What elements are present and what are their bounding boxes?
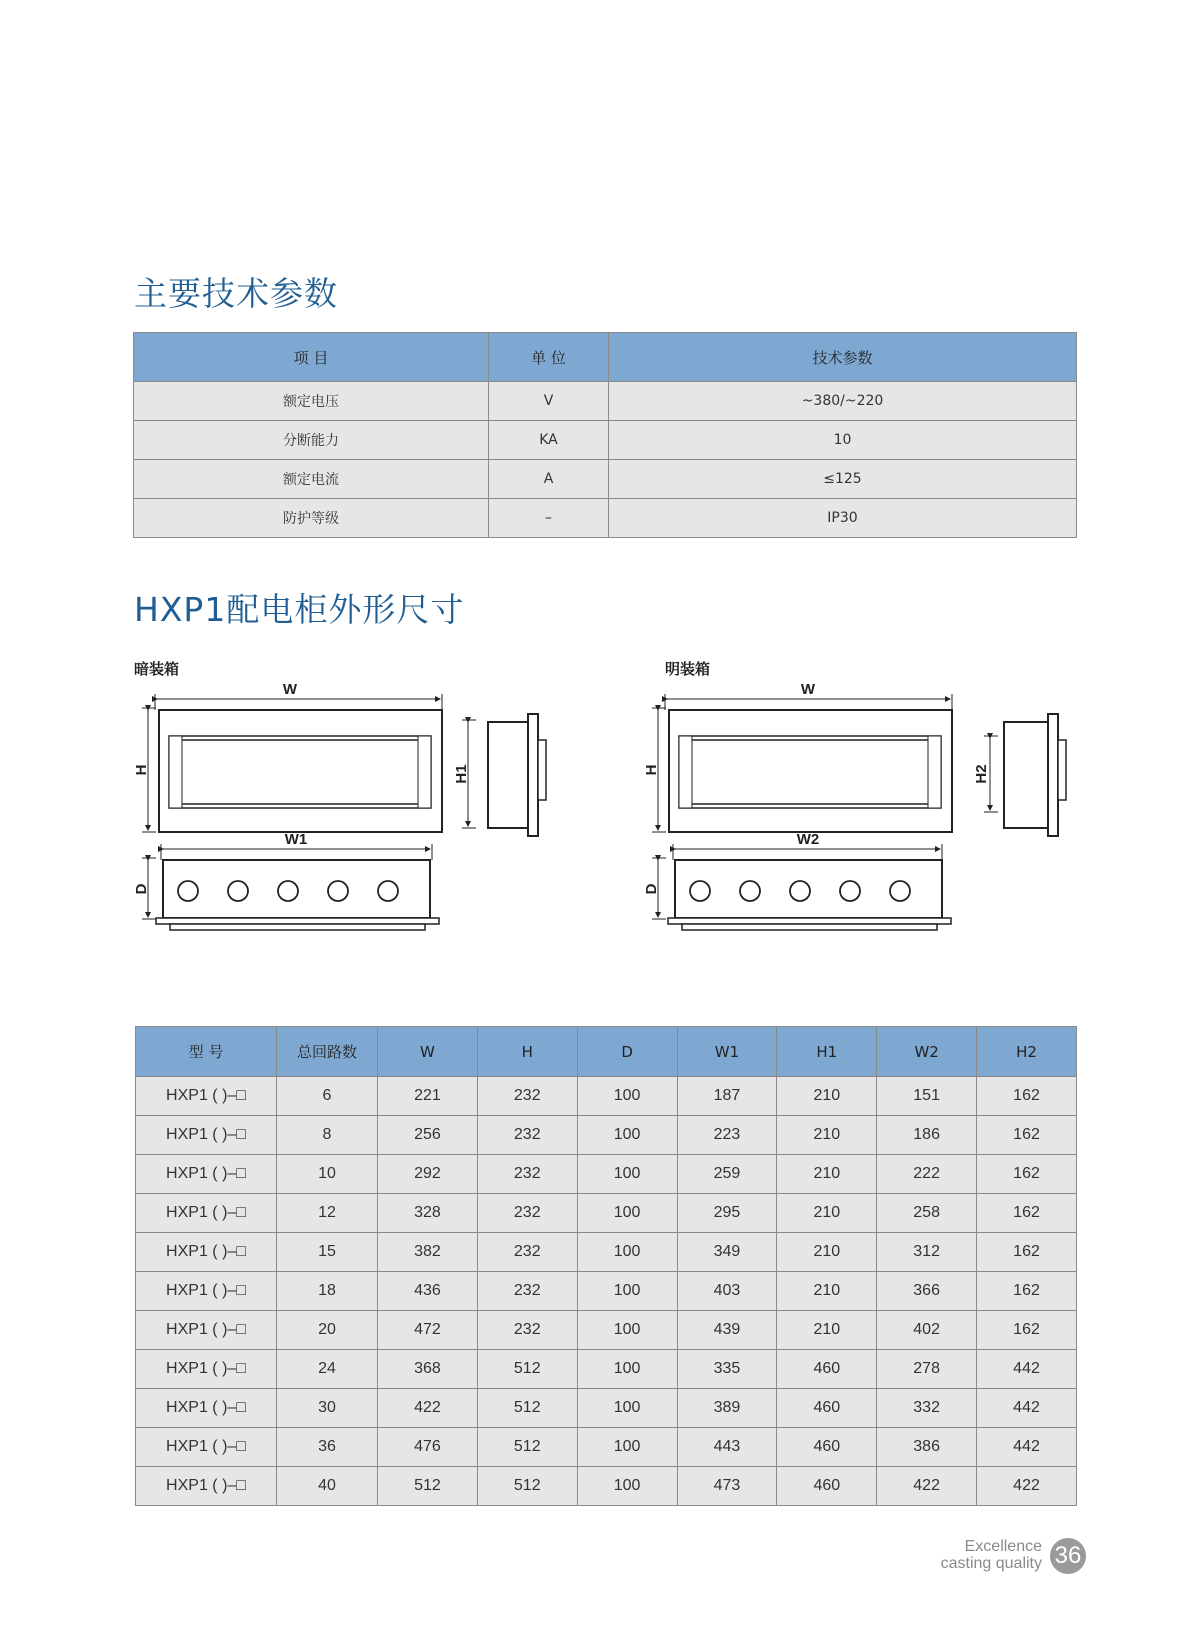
table-cell: 187	[677, 1077, 777, 1116]
table-cell: 442	[977, 1428, 1077, 1467]
table-cell: 386	[877, 1428, 977, 1467]
table-cell: 382	[378, 1233, 478, 1272]
column-header: 总回路数	[277, 1027, 378, 1077]
table-cell: 100	[577, 1233, 677, 1272]
table-cell: 349	[677, 1233, 777, 1272]
table-row	[136, 1428, 1077, 1467]
table-cell: 366	[877, 1272, 977, 1311]
table-cell: 162	[977, 1155, 1077, 1194]
table-cell: 460	[777, 1428, 877, 1467]
table-cell: 402	[877, 1311, 977, 1350]
table-cell: 162	[977, 1233, 1077, 1272]
table-cell: 295	[677, 1194, 777, 1233]
dim-label-d-right: D	[643, 883, 660, 895]
table-cell: 6	[277, 1077, 378, 1116]
surface-box-front-view	[643, 681, 952, 832]
table-cell: 512	[477, 1350, 577, 1389]
table-cell: 258	[877, 1194, 977, 1233]
section-title-tech-params: 主要技术参数	[134, 274, 338, 313]
table-cell: 460	[777, 1389, 877, 1428]
footer-slogan	[941, 1538, 1042, 1572]
table-cell: 312	[877, 1233, 977, 1272]
model-cell: HXP1 ( )–□	[136, 1389, 277, 1428]
dim-label-h1: H1	[453, 764, 470, 784]
dim-label-d: D	[133, 883, 150, 895]
table-row	[136, 1116, 1077, 1155]
table-cell: 332	[877, 1389, 977, 1428]
table-cell: 100	[577, 1155, 677, 1194]
table-row	[134, 460, 1077, 499]
column-header: 项 目	[134, 333, 489, 382]
table-row	[134, 499, 1077, 538]
column-header: W2	[877, 1027, 977, 1077]
table-cell: 30	[277, 1389, 378, 1428]
dim-label-w1: W1	[284, 831, 308, 848]
table-cell: 223	[677, 1116, 777, 1155]
table-row	[134, 421, 1077, 460]
dim-label-w: W	[282, 681, 298, 698]
surface-box-side-view	[973, 714, 1066, 836]
flush-box-front-view	[133, 681, 442, 832]
column-header: W	[378, 1027, 478, 1077]
table-cell: 10	[277, 1155, 378, 1194]
table-cell: 162	[977, 1077, 1077, 1116]
table-header-row	[136, 1027, 1077, 1077]
table-cell: 442	[977, 1350, 1077, 1389]
model-cell: HXP1 ( )–□	[136, 1311, 277, 1350]
dim-label-w-right: W	[800, 681, 816, 698]
dim-label-w2: W2	[796, 831, 820, 848]
table-cell: 422	[378, 1389, 478, 1428]
table-cell: 18	[277, 1272, 378, 1311]
table-cell: 100	[577, 1272, 677, 1311]
table-cell: V	[489, 382, 609, 421]
table-row	[136, 1467, 1077, 1506]
table-cell: 368	[378, 1350, 478, 1389]
dim-label-h-right: H	[643, 764, 660, 776]
column-header: H1	[777, 1027, 877, 1077]
column-header: 型 号	[136, 1027, 277, 1077]
table-row	[136, 1233, 1077, 1272]
flush-box-label: 暗装箱	[134, 660, 180, 678]
table-cell: IP30	[609, 499, 1077, 538]
table-cell: 512	[477, 1389, 577, 1428]
table-cell: 额定电流	[134, 460, 489, 499]
flush-box-top-view	[133, 831, 439, 930]
table-cell: 100	[577, 1467, 677, 1506]
table-cell: 40	[277, 1467, 378, 1506]
table-cell: 162	[977, 1311, 1077, 1350]
dim-label-h: H	[133, 764, 150, 776]
table-cell: A	[489, 460, 609, 499]
table-cell: 259	[677, 1155, 777, 1194]
table-cell: 36	[277, 1428, 378, 1467]
table-row	[136, 1077, 1077, 1116]
dim-label-h2: H2	[973, 764, 990, 784]
table-cell: 100	[577, 1311, 677, 1350]
table-cell: 防护等级	[134, 499, 489, 538]
model-cell: HXP1 ( )–□	[136, 1428, 277, 1467]
table-cell: 24	[277, 1350, 378, 1389]
table-cell: 512	[477, 1428, 577, 1467]
table-cell: 100	[577, 1116, 677, 1155]
dimension-drawings	[130, 680, 1090, 980]
table-cell: 335	[677, 1350, 777, 1389]
table-cell: 210	[777, 1155, 877, 1194]
surface-box-label: 明装箱	[665, 660, 711, 678]
table-cell: 473	[677, 1467, 777, 1506]
column-header: 单 位	[489, 333, 609, 382]
table-cell: 442	[977, 1389, 1077, 1428]
table-cell: 422	[877, 1467, 977, 1506]
table-row	[134, 382, 1077, 421]
table-cell: 分断能力	[134, 421, 489, 460]
footer-line-1: Excellence	[964, 1538, 1042, 1555]
model-cell: HXP1 ( )–□	[136, 1116, 277, 1155]
table-cell: 额定电压	[134, 382, 489, 421]
table-cell: ≤125	[609, 460, 1077, 499]
table-cell: 10	[609, 421, 1077, 460]
dimensions-table	[135, 1026, 1077, 1506]
table-cell: 439	[677, 1311, 777, 1350]
model-cell: HXP1 ( )–□	[136, 1077, 277, 1116]
table-cell: 210	[777, 1116, 877, 1155]
table-cell: 232	[477, 1116, 577, 1155]
flush-box-side-view	[453, 714, 546, 836]
table-cell: 232	[477, 1077, 577, 1116]
tech-params-table	[133, 332, 1077, 538]
column-header: D	[577, 1027, 677, 1077]
surface-box-top-view	[643, 831, 951, 930]
table-cell: 389	[677, 1389, 777, 1428]
model-cell: HXP1 ( )–□	[136, 1467, 277, 1506]
table-cell: 162	[977, 1116, 1077, 1155]
column-header: H2	[977, 1027, 1077, 1077]
table-cell: 100	[577, 1077, 677, 1116]
table-cell: 100	[577, 1389, 677, 1428]
table-cell: 162	[977, 1272, 1077, 1311]
table-cell: 278	[877, 1350, 977, 1389]
table-cell: 460	[777, 1467, 877, 1506]
table-cell: 186	[877, 1116, 977, 1155]
table-cell: 232	[477, 1194, 577, 1233]
table-cell: 210	[777, 1233, 877, 1272]
table-cell: 222	[877, 1155, 977, 1194]
table-cell: 443	[677, 1428, 777, 1467]
table-row	[136, 1350, 1077, 1389]
table-cell: 210	[777, 1272, 877, 1311]
table-cell: 151	[877, 1077, 977, 1116]
table-cell: 100	[577, 1428, 677, 1467]
section-title-dimensions: HXP1配电柜外形尺寸	[134, 590, 465, 629]
table-cell: KA	[489, 421, 609, 460]
table-row	[136, 1194, 1077, 1233]
table-row	[136, 1389, 1077, 1428]
table-cell: 100	[577, 1350, 677, 1389]
table-cell: 232	[477, 1233, 577, 1272]
table-cell: 436	[378, 1272, 478, 1311]
table-cell: 232	[477, 1155, 577, 1194]
table-cell: 512	[378, 1467, 478, 1506]
table-cell: 8	[277, 1116, 378, 1155]
table-cell: 232	[477, 1311, 577, 1350]
table-cell: 328	[378, 1194, 478, 1233]
footer-line-2: casting quality	[940, 1555, 1042, 1572]
table-cell: 162	[977, 1194, 1077, 1233]
table-cell: 15	[277, 1233, 378, 1272]
table-cell: 20	[277, 1311, 378, 1350]
table-cell: ~380/~220	[609, 382, 1077, 421]
table-cell: 100	[577, 1194, 677, 1233]
table-row	[136, 1272, 1077, 1311]
column-header: H	[477, 1027, 577, 1077]
table-cell: 221	[378, 1077, 478, 1116]
table-cell: –	[489, 499, 609, 538]
table-row	[136, 1155, 1077, 1194]
table-cell: 210	[777, 1311, 877, 1350]
model-cell: HXP1 ( )–□	[136, 1233, 277, 1272]
table-cell: 476	[378, 1428, 478, 1467]
page-number: 36	[1050, 1538, 1086, 1574]
model-cell: HXP1 ( )–□	[136, 1155, 277, 1194]
table-cell: 210	[777, 1194, 877, 1233]
model-cell: HXP1 ( )–□	[136, 1350, 277, 1389]
model-cell: HXP1 ( )–□	[136, 1194, 277, 1233]
table-row	[136, 1311, 1077, 1350]
column-header: 技术参数	[609, 333, 1077, 382]
model-cell: HXP1 ( )–□	[136, 1272, 277, 1311]
table-cell: 460	[777, 1350, 877, 1389]
table-cell: 403	[677, 1272, 777, 1311]
table-cell: 472	[378, 1311, 478, 1350]
table-cell: 256	[378, 1116, 478, 1155]
table-cell: 512	[477, 1467, 577, 1506]
column-header: W1	[677, 1027, 777, 1077]
table-header-row	[134, 333, 1077, 382]
table-cell: 12	[277, 1194, 378, 1233]
table-cell: 232	[477, 1272, 577, 1311]
table-cell: 422	[977, 1467, 1077, 1506]
table-cell: 292	[378, 1155, 478, 1194]
table-cell: 210	[777, 1077, 877, 1116]
